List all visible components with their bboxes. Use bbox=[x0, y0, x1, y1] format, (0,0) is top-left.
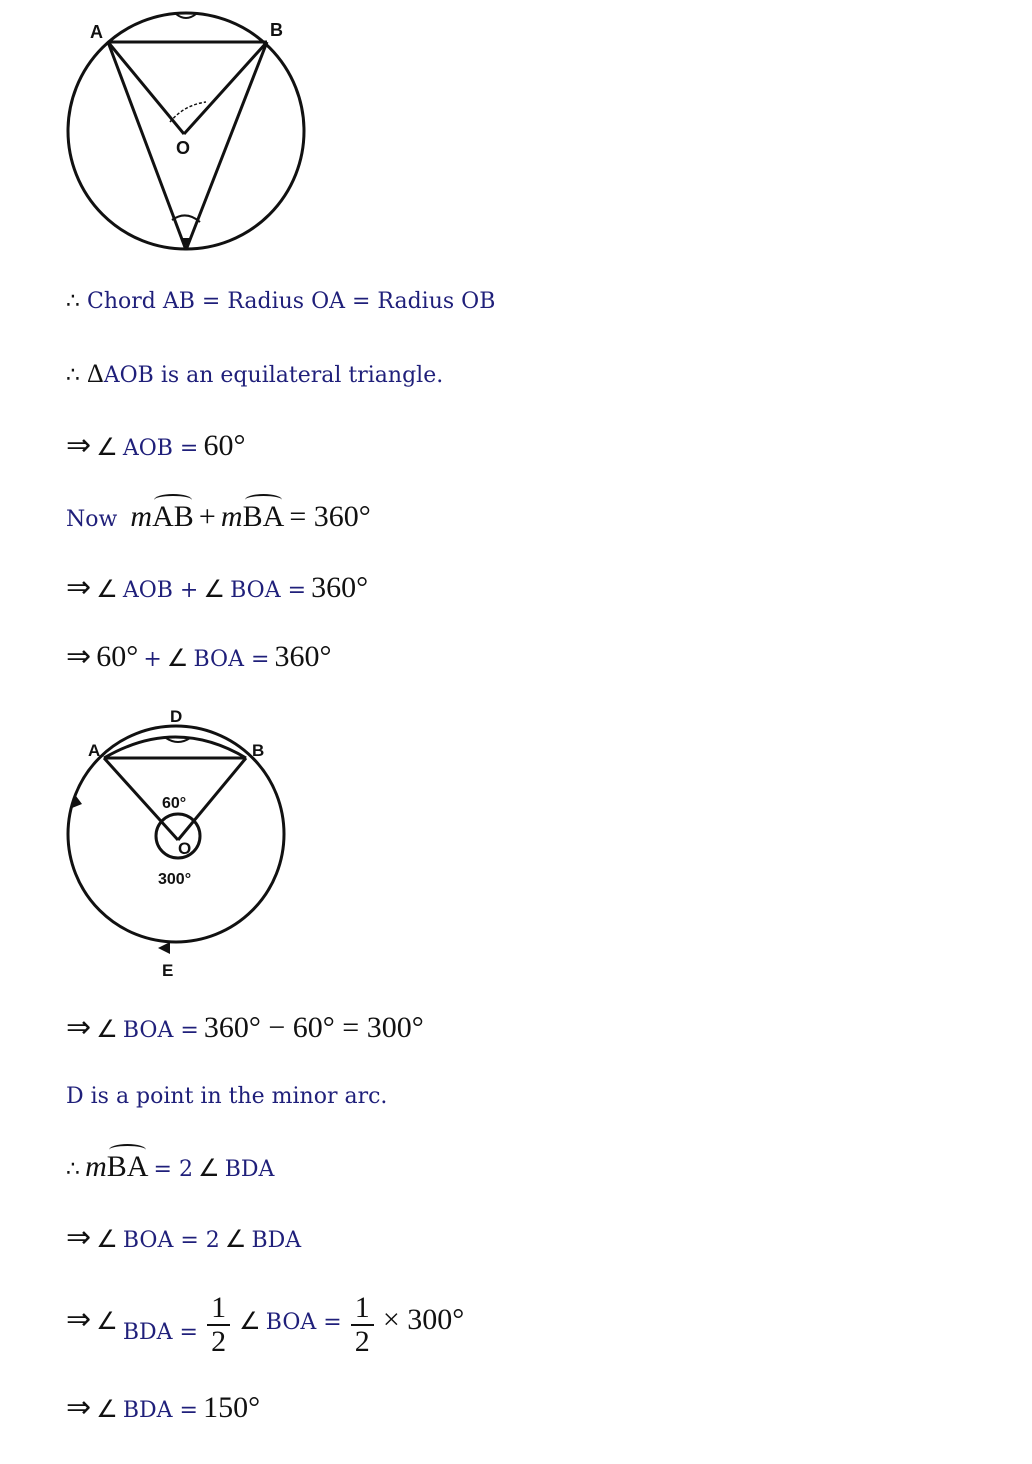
line-boa-300 bbox=[66, 1010, 424, 1045]
angle-icon: ∠ bbox=[203, 575, 225, 603]
implies-icon: ⇒ bbox=[66, 1302, 92, 1337]
implies-icon: ⇒ bbox=[66, 1390, 92, 1425]
fig1-label-o: O bbox=[176, 138, 191, 158]
therefore-symbol: ∴ bbox=[66, 289, 80, 314]
fraction-numerator: 1 bbox=[207, 1292, 230, 1326]
angle-icon: ∠ bbox=[96, 1395, 118, 1423]
implies-icon: ⇒ bbox=[66, 570, 92, 605]
line-minor-arc bbox=[66, 1084, 387, 1109]
line-arc-ba-2bda bbox=[66, 1150, 274, 1184]
line-60-boa bbox=[66, 639, 332, 674]
arc-ba: BA bbox=[242, 500, 285, 533]
fraction-numerator: 1 bbox=[351, 1292, 374, 1326]
fig2-label-a: A bbox=[88, 741, 101, 760]
line-10-a: BOA = 2 bbox=[122, 1228, 220, 1253]
line-6-value-2: 360° bbox=[274, 640, 332, 673]
line-5-value: 360° bbox=[311, 571, 369, 604]
therefore-symbol: ∴ bbox=[66, 363, 80, 388]
angle-icon: ∠ bbox=[239, 1307, 261, 1335]
line-aob-boa bbox=[66, 570, 368, 605]
m-symbol: m bbox=[220, 500, 243, 533]
implies-icon: ⇒ bbox=[66, 639, 92, 674]
line-6-b: BOA = bbox=[193, 647, 270, 672]
line-10-b: BDA bbox=[251, 1228, 302, 1253]
fraction-denominator: 2 bbox=[211, 1324, 227, 1358]
fig1-label-b: B bbox=[270, 20, 283, 40]
angle-icon: ∠ bbox=[166, 644, 189, 672]
line-4-now: Now bbox=[66, 507, 118, 532]
fig1-label-a: A bbox=[90, 22, 103, 42]
plus-sign: + bbox=[198, 500, 216, 533]
line-2-text: AOB is an equilateral triangle. bbox=[103, 363, 444, 388]
fig2-label-b: B bbox=[252, 741, 265, 760]
line-boa-2bda bbox=[66, 1220, 301, 1255]
angle-icon: ∠ bbox=[198, 1154, 220, 1182]
line-5-a: AOB + bbox=[122, 578, 199, 603]
fig2-label-300: 300° bbox=[158, 871, 192, 888]
line-aob-60 bbox=[66, 428, 245, 463]
line-bda-half bbox=[66, 1292, 464, 1357]
line-11-a: BDA = bbox=[122, 1320, 198, 1345]
arc-ba: BA bbox=[106, 1150, 149, 1183]
line-3-text: AOB = bbox=[122, 436, 199, 461]
fig2-label-60: 60° bbox=[162, 795, 187, 812]
line-11-b: BOA = bbox=[265, 1310, 342, 1335]
implies-icon: ⇒ bbox=[66, 1010, 92, 1045]
angle-icon: ∠ bbox=[96, 1225, 118, 1253]
m-symbol: m bbox=[130, 500, 153, 533]
line-chord-ab bbox=[66, 289, 495, 314]
figure-circle-triangle-2 bbox=[62, 700, 292, 980]
fraction-one-half bbox=[351, 1292, 374, 1357]
line-9-end: BDA bbox=[224, 1157, 275, 1182]
line-8-text: D is a point in the minor arc. bbox=[66, 1084, 388, 1109]
fig2-label-d: D bbox=[170, 707, 183, 726]
line-5-b: BOA = bbox=[230, 578, 307, 603]
delta-symbol: Δ bbox=[87, 359, 104, 388]
arc-ab: AB bbox=[152, 500, 194, 533]
figure-circle-triangle-1 bbox=[60, 10, 320, 260]
line-11-tail: × 300° bbox=[382, 1303, 465, 1336]
implies-icon: ⇒ bbox=[66, 428, 92, 463]
line-3-value: 60° bbox=[203, 429, 246, 462]
angle-icon: ∠ bbox=[96, 1307, 118, 1335]
line-4-equals: = 360° bbox=[289, 500, 371, 533]
line-now-arcs bbox=[66, 500, 371, 534]
line-1-text: Chord AB = Radius OA = Radius OB bbox=[87, 289, 496, 314]
fraction-denominator: 2 bbox=[354, 1324, 370, 1358]
line-bda-150 bbox=[66, 1390, 260, 1425]
plus-sign: + bbox=[143, 647, 162, 672]
angle-icon: ∠ bbox=[96, 433, 118, 461]
line-7-expression: 360° − 60° = 300° bbox=[203, 1011, 424, 1044]
angle-icon: ∠ bbox=[224, 1225, 247, 1253]
fig2-label-o: O bbox=[178, 839, 192, 858]
line-7-b: BOA = bbox=[122, 1018, 199, 1043]
m-symbol: m bbox=[85, 1150, 107, 1183]
line-12-value: 150° bbox=[203, 1391, 261, 1424]
line-12-a: BDA = bbox=[122, 1398, 198, 1423]
fraction-one-half bbox=[207, 1292, 230, 1357]
line-equilateral bbox=[66, 359, 443, 389]
angle-icon: ∠ bbox=[96, 575, 118, 603]
line-6-value-1: 60° bbox=[96, 640, 139, 673]
implies-icon: ⇒ bbox=[66, 1220, 92, 1255]
therefore-symbol: ∴ bbox=[66, 1157, 80, 1182]
angle-icon: ∠ bbox=[96, 1015, 118, 1043]
line-9-rest: = 2 bbox=[153, 1157, 193, 1182]
fig2-label-e: E bbox=[162, 961, 174, 980]
